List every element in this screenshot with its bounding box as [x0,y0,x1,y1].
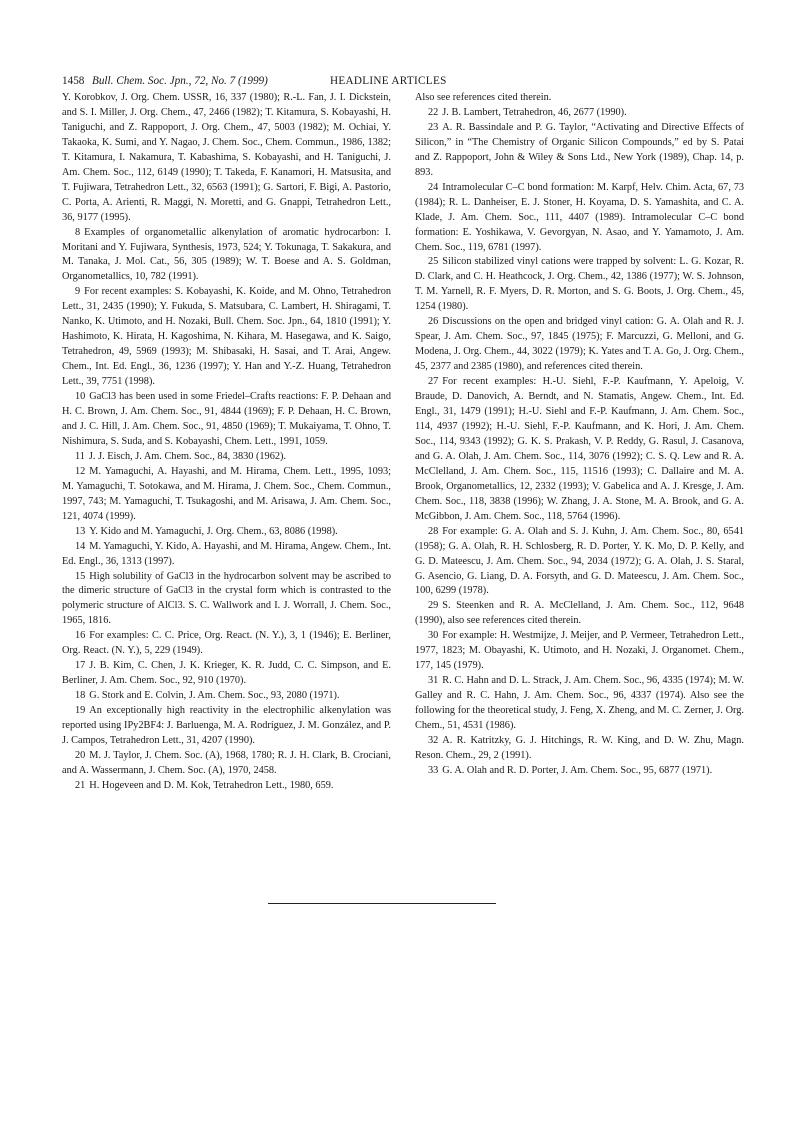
reference-item [62,540,391,570]
reference-number: 18 [75,690,86,702]
reference-text: M. Yamaguchi, Y. Kido, A. Hayashi, and M. Hirama, Angew. Chem., Int. Ed. Engl., 36, 1313 (1997). [62,540,391,567]
reference-item [62,450,391,465]
reference-item [415,525,744,600]
reference-text: High solubility of GaCl3 in the hydrocarbon solvent may be ascribed to the dimeric structure of GaCl3 in the crystal form which is contrasted to the polymeric structure of AlCl3. S. C. Wallwork and I. J. Worrall, J. Chem. Soc., 1965, 1816. [62,570,391,627]
reference-text: Silicon stabilized vinyl cations were trapped by solvent: L. G. Kozar, R. D. Clark, and C. H. Heathcock, J. Org. Chem., 42, 1386 (1977); W. S. Johnson, T. M. Yarnell, R. F. Myers, D. R. Morton, and S. G. Boots, J. Org. Chem., 45, 1254 (1980). [415,256,744,313]
reference-text: G. A. Olah and R. D. Porter, J. Am. Chem. Soc., 95, 6877 (1971). [442,764,713,776]
reference-item [62,689,391,704]
reference-number: 12 [75,465,86,477]
reference-item [415,255,744,315]
reference-number: 23 [428,121,439,133]
reference-text: M. Yamaguchi, A. Hayashi, and M. Hirama, Chem. Lett., 1995, 1093; M. Yamaguchi, T. Sotokawa, and M. Hirama, J. Chem. Soc., Chem. Commun., 1997, 743; M. Yamaguchi, T. Tsukagoshi, and M. Arisawa, J. Am. Chem. Soc., 121, 4074 (1999). [62,465,391,522]
reference-number: 8 [75,226,81,238]
reference-text: For example: H. Westmijze, J. Meijer, and P. Vermeer, Tetrahedron Lett., 1977, 1823; M. Obayashi, K. Utimoto, and H. Nozaki, J. Organomet. Chem., 177, 145 (1979). [415,630,744,672]
reference-number: 30 [428,630,439,642]
reference-number: 14 [75,540,86,552]
reference-item [62,749,391,779]
reference-continuation: Y. Korobkov, J. Org. Chem. USSR, 16, 337 (1980); R.-L. Fan, J. I. Dickstein, and S. I. Miller, J. Org. Chem., 47, 2466 (1982); T. Kitamura, S. Kobayashi, H. Taniguchi, and Z. Rappoport, J. Org. Chem., 47, 5003 (1982); M. Ochiai, Y. Takaoka, K. Sumi, and Y. Nagao, J. Chem. Soc., Chem. Commun., 1986, 1382; T. Kitamura, I. Nakamura, T. Kabashima, S. Kobayashi, and H. Taniguchi, J. Am. Chem. Soc., 112, 6149 (1990); T. Takeda, F. Kanamori, H. Matsusita, and T. Fujiwara, Tetrahedron Lett., 32, 6563 (1991); G. Sartori, F. Bigi, A. Pastorio, C. Porta, A. Arienti, R. Maggi, N. Moretti, and G. Gnappi, Tetrahedron Lett., 36, 9177 (1995). [62,92,391,223]
reference-continuation: Also see references cited therein. [415,92,552,103]
reference-number: 21 [75,779,86,791]
reference-number: 10 [75,391,86,403]
reference-item [415,734,744,764]
reference-text: J. J. Eisch, J. Am. Chem. Soc., 84, 3830 (1962). [88,450,286,462]
reference-number: 15 [75,570,86,582]
reference-item [415,599,744,629]
reference-text: M. J. Taylor, J. Chem. Soc. (A), 1968, 1780; R. J. H. Clark, B. Crociani, and A. Wassermann, J. Chem. Soc. (A), 1970, 2458. [62,749,391,776]
reference-text: GaCl3 has been used in some Friedel–Crafts reactions: F. P. Dehaan and H. C. Brown, J. Am. Chem. Soc., 91, 4844 (1969); F. P. Dehaan, H. C. Brown, and J. C. Hill, J. Am. Chem. Soc., 91, 4850 (1969); T. Mukaiyama, T. Ohno, T. Nishimura, S. Suda, and S. Kobayashi, Chem. Lett., 1991, 1059. [62,391,391,447]
reference-number: 26 [428,316,439,328]
reference-item [415,629,744,674]
reference-number: 24 [428,181,439,193]
reference-text: S. Steenken and R. A. McClelland, J. Am. Chem. Soc., 112, 9648 (1990), also see references cited therein. [415,600,744,627]
page-number: 1458 [62,75,85,87]
running-header [62,73,752,89]
reference-text: G. Stork and E. Colvin, J. Am. Chem. Soc., 93, 2080 (1971). [89,690,340,702]
reference-item [415,674,744,734]
reference-item [62,704,391,749]
reference-item [62,525,391,540]
reference-item [62,659,391,689]
reference-item [415,375,744,525]
reference-item [62,779,391,794]
reference-item [62,570,391,630]
reference-number: 31 [428,675,439,687]
reference-text: A. R. Katritzky, G. J. Hitchings, R. W. King, and D. W. Zhu, Magn. Reson. Chem., 29, 2 (1991). [415,734,744,761]
reference-item [415,315,744,375]
reference-text: For examples: C. C. Price, Org. React. (N. Y.), 3, 1 (1946); E. Berliner, Org. React. (N. Y.), 5, 229 (1949). [62,630,391,657]
reference-number: 32 [428,734,439,746]
reference-number: 11 [75,450,85,462]
reference-item [62,226,391,286]
reference-item [415,121,744,181]
reference-item [62,629,391,659]
reference-number: 16 [75,630,86,642]
reference-text: J. B. Kim, C. Chen, J. K. Krieger, K. R. Judd, C. C. Simpson, and E. Berliner, J. Am. Chem. Soc., 92, 910 (1970). [62,660,391,687]
reference-text: J. B. Lambert, Tetrahedron, 46, 2677 (1990). [442,106,627,118]
reference-text: Discussions on the open and bridged vinyl cation: G. A. Olah and R. J. Spear, J. Am. Chem. Soc., 97, 1845 (1975); F. Marcuzzi, G. Melloni, and G. Modena, J. Org. Chem., 44, 3022 (1979); K. Yates and T. A. Go, J. Org. Chem., 45, 2377 and 2385 (1980), and references cited therein. [415,316,744,373]
reference-number: 19 [75,705,86,717]
reference-text: For example: G. A. Olah and S. J. Kuhn, J. Am. Chem. Soc., 80, 6541 (1958); G. A. Olah, R. H. Schlosberg, R. D. Porter, Y. K. Mo, D. P. Kelly, and G. D. Mateescu, J. Am. Chem. Soc., 94, 2034 (1972); G. A. Olah, J. S. Staral, G. Asencio, G. Liang, D. A. Forsyth, and G. D. Mateescu, J. Am. Chem. Soc., 100, 6299 (1978). [415,525,744,597]
reference-item [62,390,391,450]
reference-item [62,465,391,525]
reference-text: For recent examples: H.-U. Siehl, F.-P. Kaufmann, Y. Apeloig, V. Braude, D. Danovich, A. Berndt, and N. Stamatis, Angew. Chem., Int. Ed. Engl., 31, 1479 (1991); H.-U. Siehl and F.-P. Kaufmann, J. Am. Chem. Soc., 114, 4937 (1992); H.-U. Siehl, F.-P. Kaufmann, and K. Hori, J. Am. Chem. Soc., 114, 9343 (1992); G. K. S. Prakash, V. P. Reddy, G. Rasul, J. Casanova, and G. A. Olah, J. Am. Chem. Soc., 114, 3076 (1992); C. S. Q. Lew and R. A. McClelland, J. Am. Chem. Soc., 115, 11516 (1993); C. Dallaire and M. A. Brook, Organometallics, 12, 2332 (1993); V. Gabelica and A. J. Kresge, J. Am. Chem. Soc., 118, 3838 (1996); W. Zhang, J. A. Stone, M. A. Brook, and G. A. McGibbon, J. Am. Chem. Soc., 118, 5764 (1996). [415,376,744,522]
reference-item [415,764,744,779]
reference-item [62,285,391,390]
reference-item [415,106,744,121]
reference-item [415,181,744,256]
reference-text: A. R. Bassindale and P. G. Taylor, “Activating and Directive Effects of Silicon,” in “The Chemistry of Organic Silicon Compounds,” ed by S. Patai and Z. Rappoport, John & Wiley & Sons Ltd., New York (1989), Chap. 14, p. 893. [415,121,744,178]
reference-text: R. C. Hahn and D. L. Strack, J. Am. Chem. Soc., 96, 4335 (1974); M. W. Galley and R. C. Hahn, J. Am. Chem. Soc., 96, 4337 (1974). Also see the following for the theoretical study, J. Feng, X. Zheng, and M. C. Zerner, J. Org. Chem., 51, 4531 (1986). [415,675,744,732]
journal-citation: Bull. Chem. Soc. Jpn., 72, No. 7 (1999) [92,75,268,87]
reference-text: Y. Kido and M. Yamaguchi, J. Org. Chem., 63, 8086 (1998). [89,525,338,537]
right-reference-column [415,91,744,779]
reference-number: 28 [428,525,439,537]
reference-text: H. Hogeveen and D. M. Kok, Tetrahedron Lett., 1980, 659. [89,779,334,791]
reference-number: 25 [428,256,439,268]
reference-text: Intramolecular C–C bond formation: M. Karpf, Helv. Chim. Acta, 67, 73 (1984); R. L. Danheiser, E. J. Stoner, H. Koyama, D. S. Yamashita, and C. A. Klade, J. Am. Chem. Soc., 111, 4407 (1989). Intramolecular C–C bond formation: E. Yoshikawa, V. Gevorgyan, N. Asao, and Y. Yamamoto, J. Am. Chem. Soc., 119, 6781 (1997). [415,181,744,253]
reference-text: An exceptionally high reactivity in the electrophilic alkenylation was reported using IPy2BF4: J. Barluenga, M. A. Rodríguez, J. M. González, and P. J. Campos, Tetrahedron Lett., 31, 4207 (1990). [62,705,391,746]
reference-text: For recent examples: S. Kobayashi, K. Koide, and M. Ohno, Tetrahedron Lett., 31, 2435 (1990); Y. Fukuda, S. Matsubara, C. Lambert, H. Shiragami, T. Nanko, K. Utimoto, and H. Nozaki, Bull. Chem. Soc. Jpn., 64, 1810 (1991); Y. Hashimoto, K. Hirata, H. Kagoshima, N. Kihara, M. Hasegawa, and K. Saigo, Tetrahedron, 49, 5969 (1993); M. Shibasaki, H. Sasai, and T. Arai, Angew. Chem., Int. Ed. Engl., 36, 1236 (1997); Y. Han and Y.-Z. Huang, Tetrahedron Lett., 39, 7751 (1998). [62,286,391,388]
end-of-article-rule [268,903,496,904]
reference-number: 22 [428,106,439,118]
reference-number: 13 [75,525,86,537]
left-reference-column [62,91,391,794]
reference-number: 17 [75,660,86,672]
reference-number: 33 [428,764,439,776]
section-title: HEADLINE ARTICLES [330,75,447,87]
reference-number: 20 [75,749,86,761]
reference-number: 9 [75,286,81,298]
reference-number: 27 [428,376,439,388]
reference-text: Examples of organometallic alkenylation of aromatic hydrocarbon: I. Moritani and Y. Fujiwara, Synthesis, 1973, 524; Y. Tokunaga, T. Sakakura, and M. Tanaka, J. Mol. Cat., 56, 305 (1989); W. T. Boese and A. S. Goldman, Organometallics, 10, 782 (1991). [62,226,391,283]
reference-number: 29 [428,600,439,612]
